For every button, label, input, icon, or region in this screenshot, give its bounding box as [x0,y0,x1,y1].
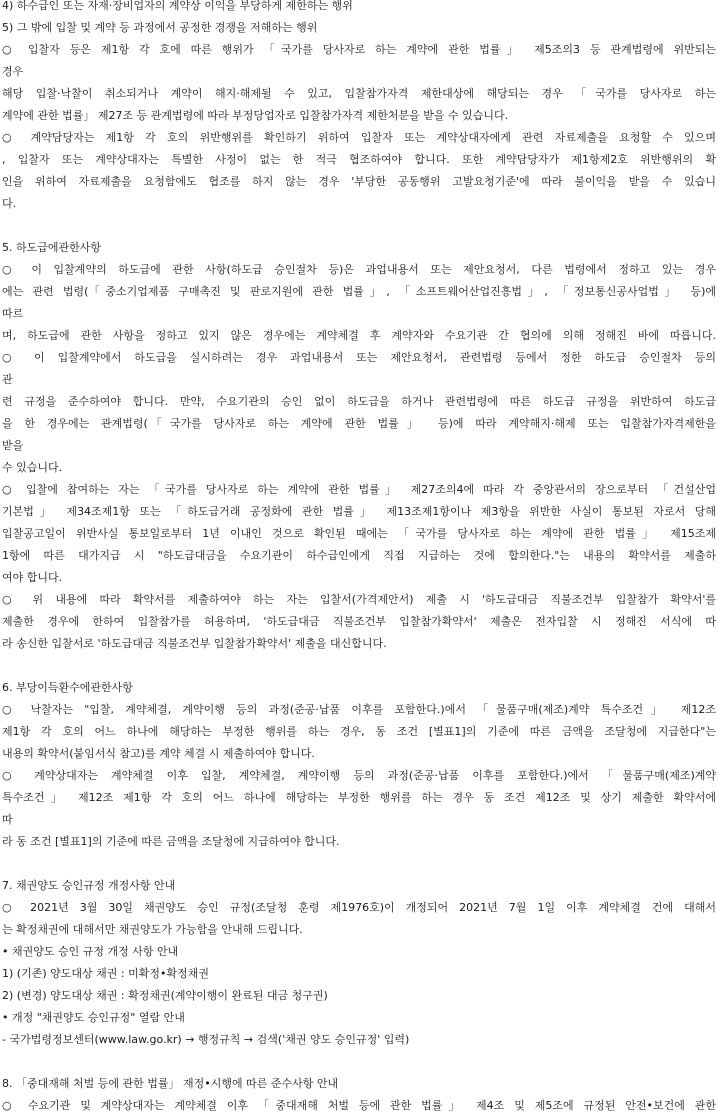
text-line: ○ 입찰에 참여하는 자는 「국가를 당사자로 하는 계약에 관한 법률」 제27조의4에 따라 각 중앙관서의 장으로부터 「건설산업 [2,483,716,496]
blank-line [0,215,718,237]
text-line: 는 확정채권에 대해서만 채권양도가 가능함을 안내해 드립니다. [2,923,303,936]
text-line: , 입찰자 또는 계약상대자는 특별한 사정이 없는 한 적극 협조하여야 합니다. 또한 계약담당자가 제1항제2호 위반행위의 확 [2,153,716,166]
text-line: 4) 하수급인 또는 자재·장비업자의 계약상 이익을 부당하게 제한하는 행위 [2,0,353,12]
text-line: ○ 2021년 3월 30일 채권양도 승인 규정(조달청 훈령 제1976호)이 개정되어 2021년 7월 1일 이후 계약체결 건에 대해서 [2,901,716,914]
text-line: 1항에 따른 대가지급 시 "하도급대금을 수요기관이 하수급인에게 직접 지급하는 것에 합의한다."는 내용의 확약서를 제출하 [2,549,716,562]
blank-line [0,853,718,875]
text-line: 관 [2,373,13,386]
text-line: 5. 하도급에관한사항 [2,241,101,254]
text-line: 라 송신한 입찰서로 '하도급대금 직불조건부 입찰참가확약서' 제출을 대신합니다. [2,637,387,650]
text-line: 특수조건」 제12조 제1항 각 호의 어느 하나에 해당하는 부정한 행위를 하는 경우 동 조건 제12조 및 상기 제출한 확약서에 [2,791,716,804]
text-line: 기본법」 제34조제1항 또는 「하도급거래 공정화에 관한 법률」 제13조제1항이나 제3항을 위반한 사실이 통보된 자로서 당해 [2,505,716,518]
text-line: 다. [2,197,17,210]
text-line: 1) (기존) 양도대상 채권 : 미확정•확정채권 [2,967,209,980]
text-line: 해당 입찰·낙찰이 취소되거나 계약이 해지·해제될 수 있고, 입찰참가자격 제한대상에 해당되는 경우 「국가를 당사자로 하는 [2,87,716,100]
text-line: 제1항 각 호의 어느 하나에 해당하는 부정한 행위를 하는 경우, 동 조건 [별표1]의 기준에 따른 금액을 조달청에 지급한다"는 [2,725,716,738]
text-line: 계약에 관한 법률」 제27조 등 관계법령에 따라 부정당업자로 입찰참가자격 제한처분을 받을 수 있습니다. [2,109,509,122]
text-line: ○ 위 내용에 따라 확약서를 제출하여야 하는 자는 입찰서(가격제안서) 제출 시 '하도급대금 직불조건부 입찰참가 확약서'를 [2,593,716,606]
text-line: 수 있습니다. [2,461,63,474]
text-line: ○ 낙찰자는 "입찰, 계약체결, 계약이행 등의 과정(준공·납품 이후를 포함한다.)에서 「물품구매(제조)계약 특수조건」 제12조 [2,703,716,716]
text-line: ○ 계약담당자는 제1항 각 호의 위반행위를 확인하기 위하여 입찰자 또는 계약상대자에게 관련 자료제출을 요청할 수 있으며 [2,131,716,144]
text-line: 며, 하도급에 관한 사항을 정하고 있지 않은 경우에는 계약체결 후 계약자와 수요기관 간 협의에 의해 정해진 바에 따릅니다. [2,329,716,342]
text-line: 내용의 확약서(붙임서식 참고)를 계약 체결 시 제출하여야 합니다. [2,747,315,760]
text-line: 6. 부당이득환수에관한사항 [2,681,133,694]
text-line: 제출한 경우에 한하여 입찰참가를 허용하며, '하도급대금 직불조건부 입찰참가확약서' 제출은 전자입찰 시 정해진 서식에 따 [2,615,716,628]
text-line: 따르 [2,307,24,320]
text-line: 받을 [2,439,24,452]
text-line: ○ 이 입찰계약의 하도급에 관한 사항(하도급 승인절차 등)은 과업내용서 또는 제안요청서, 다른 법령에서 정하고 있는 경우 [2,263,716,276]
text-line: 8. 「중대재해 처벌 등에 관한 법률」 재정•시행에 따른 준수사항 안내 [2,1077,339,1090]
text-line: 라 동 조건 [별표1]의 기준에 따른 금액을 조달청에 지급하여야 합니다. [2,835,340,848]
text-line: • 개정 "채권양도 승인규정" 열람 안내 [2,1011,185,1024]
text-line: 5) 그 밖에 입찰 및 계약 등 과정에서 공정한 경쟁을 저해하는 행위 [2,21,318,34]
text-line: 경우 [2,65,24,78]
text-line: 여야 합니다. [2,571,63,584]
text-line: 을 한 경우에는 관계법령(「국가를 당사자로 하는 계약에 관한 법률」 등)에 따라 계약해지·해제 또는 입찰참가자격제한을 [2,417,716,430]
blank-line [0,655,718,677]
text-line: 따 [2,813,13,826]
text-line: • 채권양도 승인 규정 개정 사항 안내 [2,945,179,958]
text-line: - 국가법령정보센터(www.law.go.kr) → 행정규칙 → 검색('채권 양도 승인규정' 입력) [2,1033,410,1046]
blank-line [0,1051,718,1073]
text-line: ○ 계약상대자는 계약체결 이후 입찰, 계약체결, 계약이행 등의 과정(준공·납품 이후를 포함한다.)에서 「물품구매(제조)계약 [2,769,716,782]
text-line: ○ 입찰자 등은 제1항 각 호에 따른 행위가 「국가를 당사자로 하는 계약에 관한 법률」 제5조의3 등 관계법령에 위반되는 [2,43,716,56]
text-line: 7. 채권양도 승인규정 개정사항 안내 [2,879,176,892]
text-line: ○ 수요기관 및 계약상대자는 계약체결 이후 「중대재해 처벌 등에 관한 법률」 제4조 및 제5조에 규정된 안전•보건에 관한 [2,1099,716,1112]
text-line: 인을 위하여 자료제출을 요청함에도 협조를 하지 않는 경우 '부당한 공동행위 고발요청기준'에 따라 불이익을 받을 수 있습니 [2,175,716,188]
text-line: 련 규정을 준수하여야 합니다. 만약, 수요기관의 승인 없이 하도급을 하거나 관련법령에 따른 하도급 규정을 위반하여 하도급 [2,395,716,408]
text-line: 2) (변경) 양도대상 채권 : 확정채권(계약이행이 완료된 대금 청구권) [2,989,328,1002]
text-line: ○ 이 입찰계약에서 하도급을 실시하려는 경우 과업내용서 또는 제안요청서, 관련법령 등에서 정한 하도급 승인절차 등의 [2,351,716,364]
text-line: 에는 관련 법령(「중소기업제품 구매촉진 및 판로지원에 관한 법률」, 「소프트웨어산업진흥법」, 「정보통신공사업법」 등)에 [2,285,716,298]
text-line: 입찰공고일이 위반사실 통보일로부터 1년 이내인 것으로 확인된 때에는 「국가를 당사자로 하는 계약에 관한 법률」 제15조제 [2,527,716,540]
